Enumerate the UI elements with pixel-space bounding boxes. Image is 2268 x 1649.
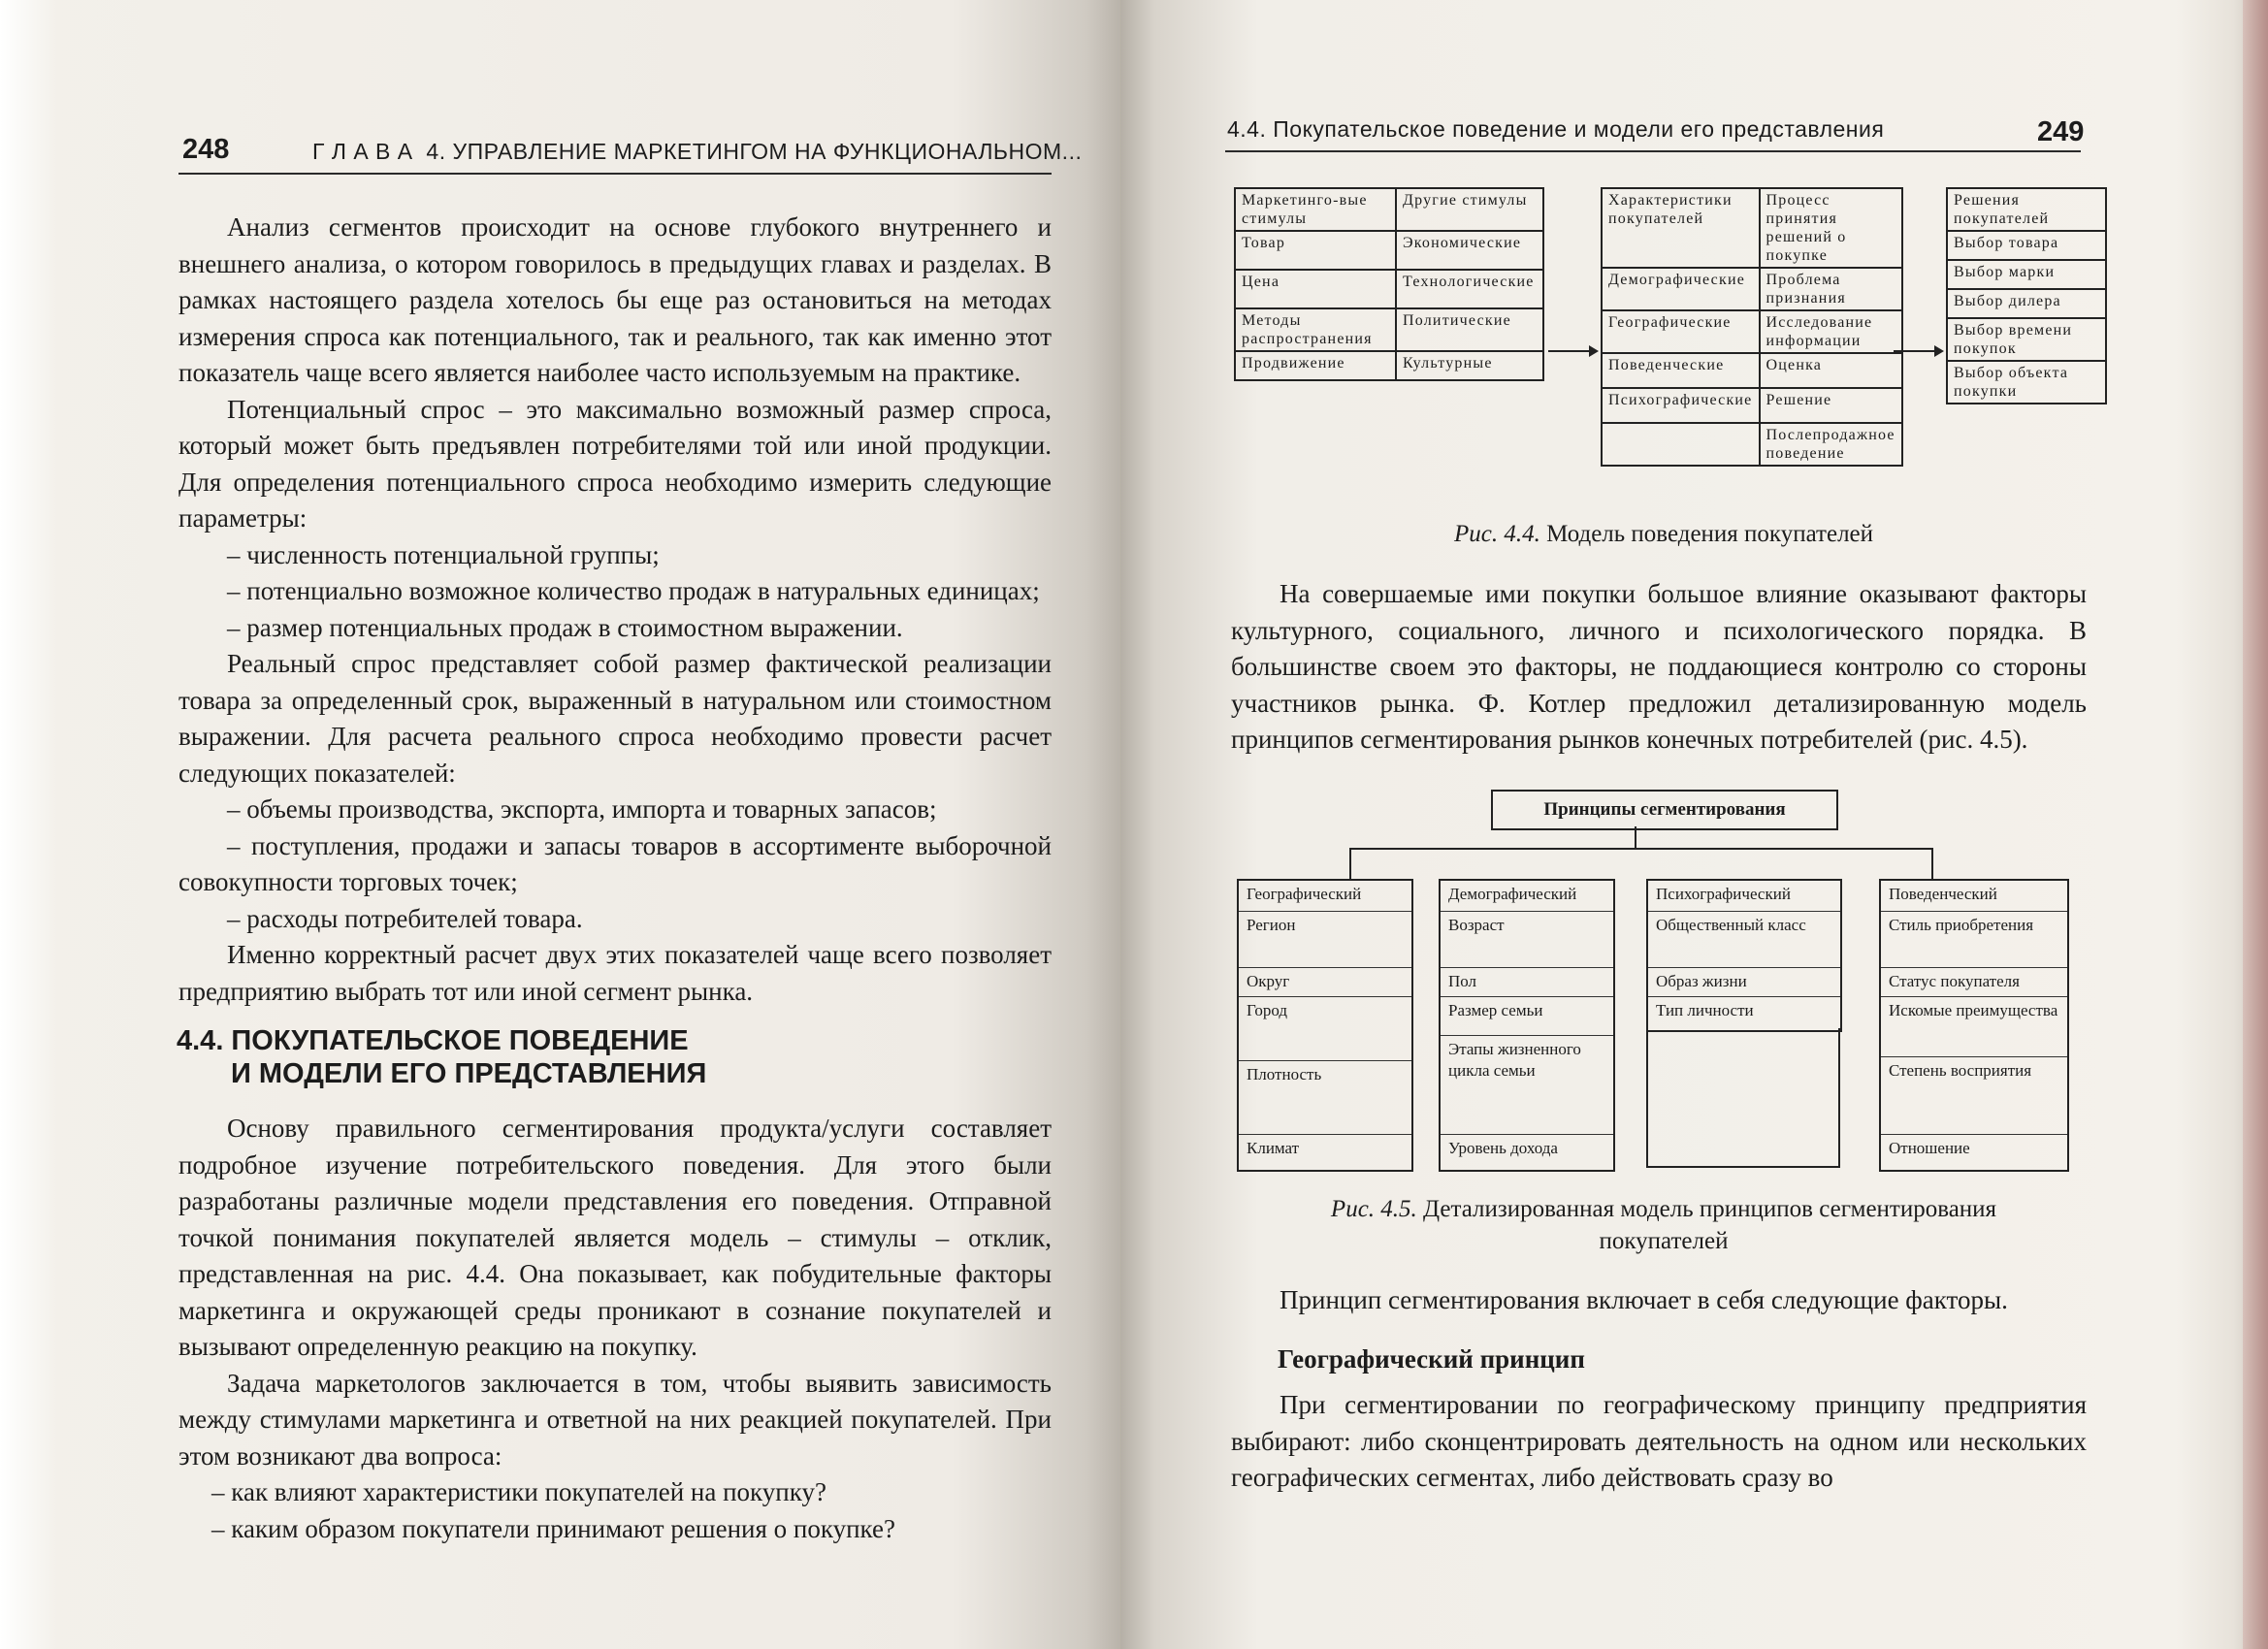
fig45-cell: Степень восприятия — [1881, 1057, 2067, 1135]
fig44-cell: Продвижение — [1235, 351, 1396, 380]
fig44-cell: Выбор объекта покупки — [1947, 361, 2106, 404]
paragraph: Именно корректный расчет двух этих показателей чаще всего позволяет предприятию выбрать тот или иной сегмент рынка. — [178, 940, 1052, 1006]
right-running-head: 4.4. Покупательское поведение и модели его представления — [1227, 116, 1885, 142]
fig45-caption-text: Детализированная модель принципов сегментирования — [1423, 1196, 1997, 1222]
fig44-cell: Исследование информации — [1760, 310, 1902, 353]
fig45-caption-label: Рис. 4.5. — [1330, 1196, 1417, 1222]
fig45-column-behavioral — [1879, 879, 2069, 1172]
fig44-header: Решения покупателей — [1947, 188, 2106, 231]
fig44-header: Процесс принятия решений о покупке — [1760, 188, 1902, 268]
fig44-caption — [1237, 518, 2090, 550]
fig45-connector — [1349, 848, 1933, 850]
fig44-cell: Технологические — [1396, 270, 1543, 308]
fig44-arrow-2 — [1894, 350, 1936, 352]
paragraph: При сегментировании по географическому принципу предприятия выбирают: либо сконцентрировать деятельность на одном или нескольких географических сегментах, либо действовать сразу во — [1231, 1390, 2087, 1492]
fig45-column-psychographic — [1646, 879, 1842, 1032]
paragraph: Реальный спрос представляет собой размер фактической реализации товара за определенный срок, выраженный в натуральном или стоимостном выражении. Для расчета реального спроса необходимо провести расчет следующих показателей: — [178, 649, 1052, 788]
fig45-cell: Плотность — [1239, 1061, 1411, 1135]
fig45-header: Поведенческий — [1881, 881, 2067, 912]
paragraph: Принцип сегментирования включает в себя следующие факторы. — [1280, 1285, 2008, 1314]
fig45-cell: Регион — [1239, 912, 1411, 968]
fig45-caption-line-2: покупателей — [1599, 1228, 1729, 1254]
right-page — [1120, 0, 2268, 1649]
left-header-rule — [178, 173, 1052, 175]
left-page-number: 248 — [182, 134, 230, 165]
left-running-head: Г Л А В А 4. УПРАВЛЕНИЕ МАРКЕТИНГОМ НА ФУНКЦИОНАЛЬНОМ... — [312, 139, 1083, 164]
fig45-cell: Статус покупателя — [1881, 968, 2067, 997]
right-body-text-3 — [1231, 1387, 2087, 1497]
fig44-cell: Поведенческие — [1602, 353, 1760, 388]
fig44-arrow-1 — [1548, 350, 1591, 352]
arrow-head-icon — [1589, 345, 1599, 357]
subsection-heading: Географический принцип — [1278, 1344, 1585, 1374]
fig45-cell: Этапы жизненного цикла семьи — [1441, 1036, 1613, 1135]
fig45-root-label: Принципы сегментирования — [1543, 799, 1786, 820]
fig45-cell: Тип личности — [1656, 1001, 1754, 1019]
fig44-cell: Культурные — [1396, 351, 1543, 380]
fig44-cell: Выбор марки — [1947, 260, 2106, 289]
fig44-cell: Решение — [1760, 388, 1902, 423]
fig45-cell: Общественный класс — [1648, 912, 1840, 968]
list-item: – объемы производства, экспорта, импорта и товарных запасов; — [227, 794, 937, 824]
list-item: – численность потенциальной группы; — [227, 539, 660, 569]
right-page-number: 249 — [2037, 116, 2085, 147]
fig44-cell: Экономические — [1396, 231, 1543, 270]
fig45-header: Психографический — [1648, 881, 1840, 912]
fig44-table-buyer — [1601, 187, 1903, 467]
fig44-cell: Политические — [1396, 308, 1543, 351]
list-item: – каким образом покупатели принимают решения о покупке? — [211, 1513, 895, 1543]
fig44-table-stimuli — [1234, 187, 1544, 381]
left-body-text — [178, 210, 1052, 1010]
paragraph: Основу правильного сегментирования продукта/услуги составляет подробное изучение потребительского поведения. Для этого были разработаны различные модели представления его поведения. Отправной точкой понимания покупателей является модель – стимулы – отклик, представленная на рис. 4.4. Она показывает, как побудительные факторы маркетинга и окружающей среды проникают в сознание покупателей и вызывают определенную реакцию на покупку. — [178, 1114, 1052, 1361]
list-item: – размер потенциальных продаж в стоимостном выражении. — [227, 612, 903, 642]
fig45-line — [1646, 1028, 1648, 1168]
fig45-cell: Возраст — [1441, 912, 1613, 968]
fig45-cell: Округ — [1239, 968, 1411, 997]
fig44-header: Другие стимулы — [1396, 188, 1543, 231]
list-item: – как влияют характеристики покупателей на покупку? — [211, 1477, 826, 1506]
right-body-text-2 — [1231, 1282, 2087, 1319]
fig45-connector — [1349, 848, 1351, 879]
fig45-connector — [1931, 848, 1933, 879]
fig44-cell: Методы распространения — [1235, 308, 1396, 351]
fig44-cell: Демографические — [1602, 268, 1760, 310]
section-title — [177, 1024, 706, 1090]
paragraph: На совершаемые ими покупки большое влияние оказывают факторы культурного, социального, личного и психологического порядка. В большинстве своем это факторы, не поддающиеся контролю со стороны участников рынка. Ф. Котлер предложил детализированную модель принципов сегментирования рынков конечных потребителей (рис. 4.5). — [1231, 579, 2087, 754]
fig44-cell: Товар — [1235, 231, 1396, 270]
fig45-header: Географический — [1239, 881, 1411, 912]
fig45-column-demographic — [1439, 879, 1615, 1172]
fig45-cell: Стиль приобретения — [1881, 912, 2067, 968]
fig45-line — [1838, 1028, 1840, 1168]
fig45-cell: Уровень дохода — [1448, 1139, 1558, 1157]
fig45-cell: Отношение — [1889, 1139, 1970, 1157]
section-title-line: 4.4. ПОКУПАТЕЛЬСКОЕ ПОВЕДЕНИЕ — [177, 1025, 689, 1056]
fig45-cell: Искомые преимущества — [1881, 997, 2067, 1057]
fig45-cell: Образ жизни — [1648, 968, 1840, 997]
fig44-header: Характеристики покупателей — [1602, 188, 1760, 268]
left-body-text-2 — [178, 1111, 1052, 1547]
fig44-cell: Выбор товара — [1947, 231, 2106, 260]
list-item: – расходы потребителей товара. — [227, 903, 583, 933]
right-header-rule — [1225, 150, 2081, 152]
fig45-caption-line — [1237, 1193, 2090, 1225]
fig44-caption-text: Модель поведения покупателей — [1546, 521, 1874, 547]
fig45-line — [1646, 1166, 1840, 1168]
fig44-cell: Оценка — [1760, 353, 1902, 388]
fig44-caption-label: Рис. 4.4. — [1453, 521, 1540, 547]
fig44-cell: Цена — [1235, 270, 1396, 308]
fig45-cell: Город — [1239, 997, 1411, 1061]
fig44-cell: Проблема признания — [1760, 268, 1902, 310]
list-item: – поступления, продажи и запасы товаров в ассортименте выборочной совокупности торговых точек; — [178, 830, 1052, 896]
fig44-cell — [1602, 423, 1760, 466]
fig45-column-geographic — [1237, 879, 1413, 1172]
fig44-cell: Географические — [1602, 310, 1760, 353]
fig45-header: Демографический — [1441, 881, 1613, 912]
section-title-line: И МОДЕЛИ ЕГО ПРЕДСТАВЛЕНИЯ — [231, 1058, 707, 1089]
fig44-cell: Выбор времени покупок — [1947, 318, 2106, 361]
paragraph: Задача маркетологов заключается в том, чтобы выявить зависимость между стимулами маркетинга и ответной на них реакцией покупателей. При этом возникают два вопроса: — [178, 1368, 1052, 1471]
fig45-connector — [1635, 826, 1636, 848]
fig44-cell: Психографические — [1602, 388, 1760, 423]
fig45-root — [1491, 790, 1838, 830]
fig45-caption — [1237, 1193, 2090, 1257]
left-page — [0, 0, 1120, 1649]
fig44-cell: Послепродажное поведение — [1760, 423, 1902, 466]
paragraph: Потенциальный спрос – это максимально возможный размер спроса, который может быть предъявлен потребителями той или иной продукции. Для определения потенциального спроса необходимо измерить следующие параметры: — [178, 394, 1052, 533]
fig45-cell: Климат — [1247, 1139, 1300, 1157]
fig45-cell: Размер семьи — [1441, 997, 1613, 1036]
fig44-header: Маркетинго-вые стимулы — [1235, 188, 1396, 231]
right-body-text — [1231, 576, 2087, 759]
fig45-cell: Пол — [1441, 968, 1613, 997]
fig44-cell: Выбор дилера — [1947, 289, 2106, 318]
list-item: – потенциально возможное количество продаж в натуральных единицах; — [227, 576, 1040, 605]
arrow-head-icon — [1934, 345, 1944, 357]
fig44-table-decisions — [1946, 187, 2107, 404]
paragraph: Анализ сегментов происходит на основе глубокого внутреннего и внешнего анализа, о котором говорилось в предыдущих главах и разделах. В рамках настоящего раздела хотелось бы еще раз остановиться на методах измерения спроса как потенциального, так и реального, так как именно этот показатель чаще всего является наиболее часто используемым на практике. — [178, 212, 1052, 387]
